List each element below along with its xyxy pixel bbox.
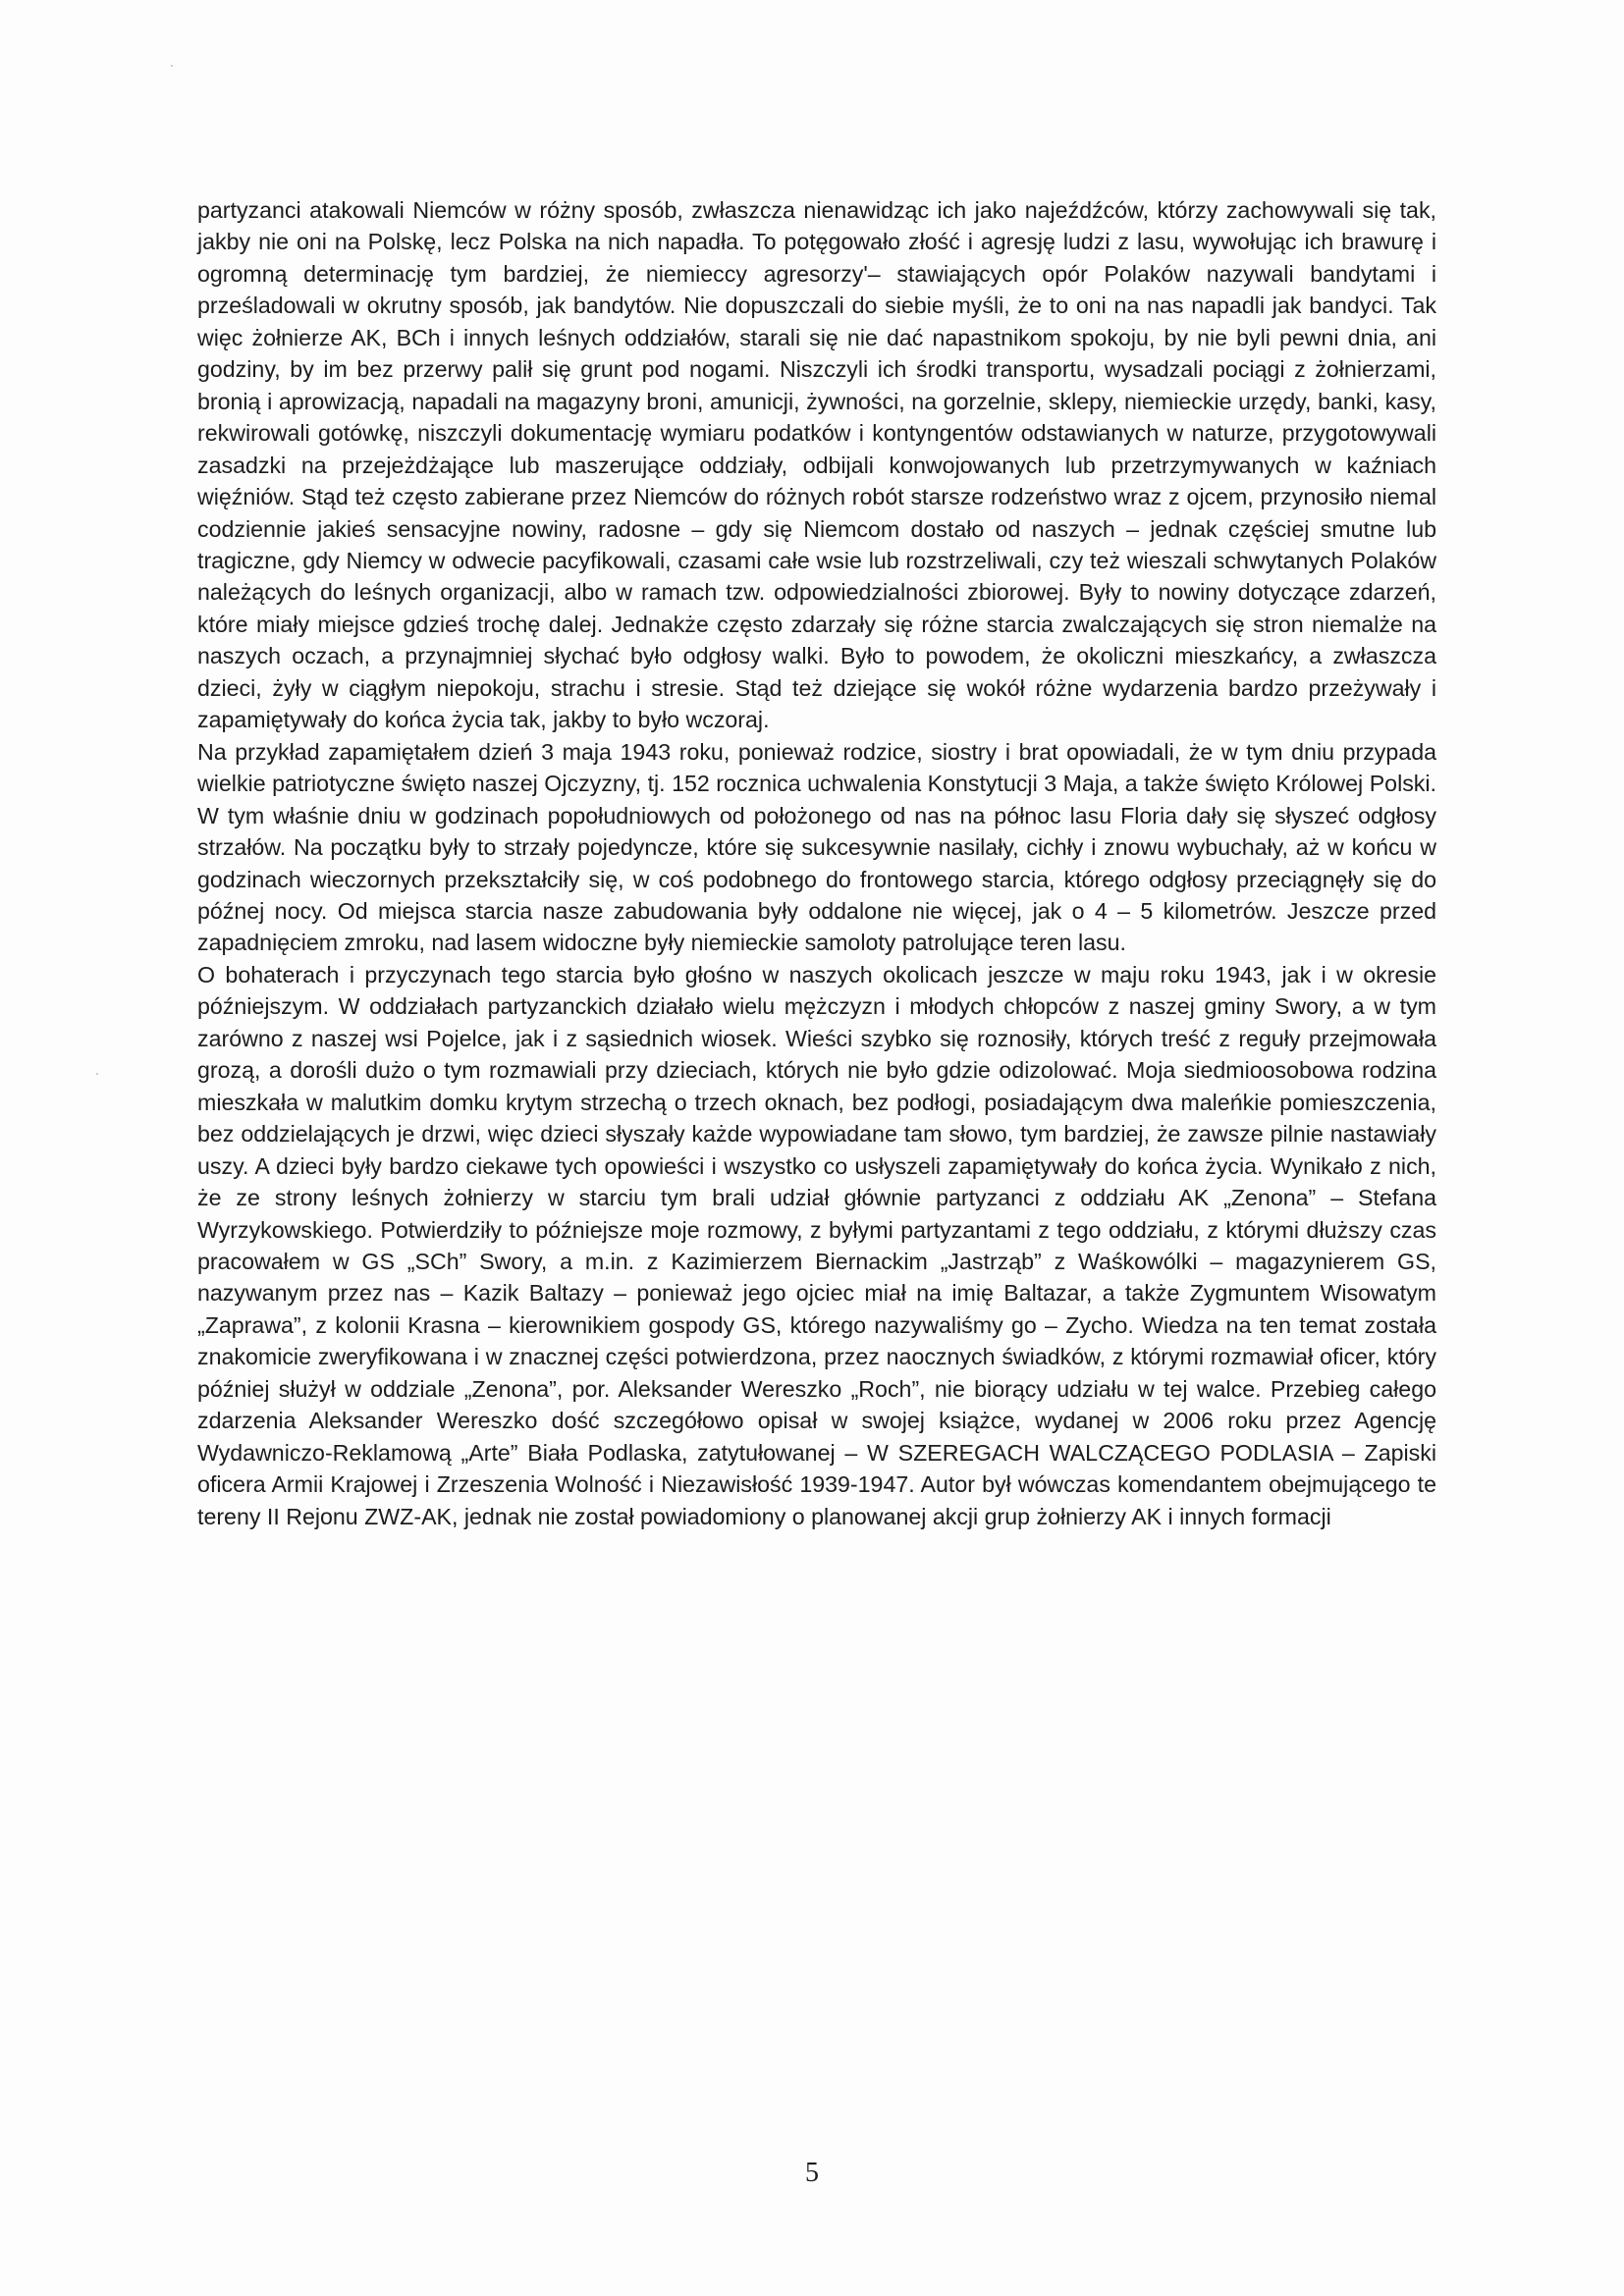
scan-speck — [96, 1073, 98, 1075]
page-number: 5 — [805, 2158, 819, 2188]
paragraph-3: O bohaterach i przyczynach tego starcia było głośno w naszych okolicach jeszcze w maju roku 1943, jak i w okresie późniejszym. W oddziałach partyzanckich działało wielu mężczyzn i młodych chłopców z naszej gminy Swory, a w tym zarówno z naszej wsi Pojelce, jak i z sąsiednich wiosek. Wieści szybko się roznosiły, których treść z reguły przejmowała grozą, a dorośli dużo o tym rozmawiali przy dzieciach, których nie było gdzie odizolować. Moja siedmioosobowa rodzina mieszkała w malutkim domku krytym strzechą o trzech oknach, bez podłogi, posiadającym dwa maleńkie pomieszczenia, bez oddzielających je drzwi, więc dzieci słyszały każde wypowiadane tam słowo, tym bardziej, że zawsze pilnie nastawiały uszy. A dzieci były bardzo ciekawe tych opowieści i wszystko co usłyszeli zapamiętywały do końca życia. Wynikało z nich, że ze strony leśnych żołnierzy w starciu tym brali udział głównie partyzanci z oddziału AK „Zenona” – Stefana Wyrzykowskiego. Potwierdziły to późniejsze moje rozmowy, z byłymi partyzantami z tego oddziału, z którymi dłuższy czas pracowałem w GS „SCh” Swory, a m.in. z Kazimierzem Biernackim „Jastrząb” z Waśkowólki – magazynierem GS, nazywanym przez nas – Kazik Baltazy – ponieważ jego ojciec miał na imię Baltazar, a także Zygmuntem Wisowatym „Zaprawa”, z kolonii Krasna – kierownikiem gospody GS, którego nazywaliśmy go – Zycho. Wiedza na ten temat została znakomicie zweryfikowana i w znacznej części potwierdzona, przez naocznych świadków, z którymi rozmawiał oficer, który później służył w oddziale „Zenona”, por. Aleksander Wereszko „Roch”, nie biorący udziału w tej walce. Przebieg całego zdarzenia Aleksander Wereszko dość szczegółowo opisał w swojej książce, wydanej w 2006 roku przez Agencję Wydawniczo-Reklamową „Arte” Biała Podlaska, zatytułowanej – W SZEREGACH WALCZĄCEGO PODLASIA – Zapiski oficera Armii Krajowej i Zrzeszenia Wolność i Niezawisłość 1939-1947. Autor był wówczas komendantem obejmującego te tereny II Rejonu ZWZ-AK, jednak nie został powiadomiony o planowanej akcji grup żołnierzy AK i innych formacji — [197, 961, 1436, 1529]
paragraph-1: partyzanci atakowali Niemców w różny sposób, zwłaszcza nienawidząc ich jako najeźdźców, którzy zachowywali się tak, jakby nie oni na Polskę, lecz Polska na nich napadła. To potęgowało złość i agresję ludzi z lasu, wywołując ich brawurę i ogromną determinację tym bardziej, że niemieccy agresorzy'– stawiających opór Polaków nazywali bandytami i prześladowali w okrutny sposób, jak bandytów. Nie dopuszczali do siebie myśli, że to oni na nas napadli jak bandyci. Tak więc żołnierze AK, BCh i innych leśnych oddziałów, starali się nie dać napastnikom spokoju, by nie byli pewni dnia, ani godziny, by im bez przerwy palił się grunt pod nogami. Niszczyli ich środki transportu, wysadzali pociągi z żołnierzami, bronią i aprowizacją, napadali na magazyny broni, amunicji, żywności, na gorzelnie, sklepy, niemieckie urzędy, banki, kasy, rekwirowali gotówkę, niszczyli dokumentację wymiaru podatków i kontyngentów odstawianych w naturze, przygotowywali zasadzki na przejeżdżające lub maszerujące oddziały, odbijali konwojowanych lub przetrzymywanych w kaźniach więźniów. Stąd też często zabierane przez Niemców do różnych robót starsze rodzeństwo wraz z ojcem, przynosiło niemal codziennie jakieś sensacyjne nowiny, radosne – gdy się Niemcom dostało od naszych – jednak częściej smutne lub tragiczne, gdy Niemcy w odwecie pacyfikowali, czasami całe wsie lub rozstrzeliwali, czy też wieszali schwytanych Polaków należących do leśnych organizacji, albo w ramach tzw. odpowiedzialności zbiorowej. Były to nowiny dotyczące zdarzeń, które miały miejsce gdzieś trochę dalej. Jednakże często zdarzały się różne starcia zwalczających się stron niemalże na naszych oczach, a przynajmniej słychać było odgłosy walki. Było to powodem, że okoliczni mieszkańcy, a zwłaszcza dzieci, żyły w ciągłym niepokoju, strachu i stresie. Stąd też dziejące się wokół różne wydarzenia bardzo przeżywały i zapamiętywały do końca życia tak, jakby to było wczoraj. — [197, 197, 1436, 733]
scan-speck — [171, 65, 173, 67]
body-text — [197, 194, 1436, 1532]
paragraph-2: Na przykład zapamiętałem dzień 3 maja 1943 roku, ponieważ rodzice, siostry i brat opowiadali, że w tym dniu przypada wielkie patriotyczne święto naszej Ojczyzny, tj. 152 rocznica uchwalenia Konstytucji 3 Maja, a także święto Królowej Polski. W tym właśnie dniu w godzinach popołudniowych od położonego od nas na północ lasu Floria dały się słyszeć odgłosy strzałów. Na początku były to strzały pojedyncze, które się sukcesywnie nasilały, cichły i znowu wybuchały, aż w końcu w godzinach wieczornych przekształciły się, w coś podobnego do frontowego starcia, którego odgłosy przeciągnęły się do późnej nocy. Od miejsca starcia nasze zabudowania były oddalone nie więcej, jak o 4 – 5 kilometrów. Jeszcze przed zapadnięciem zmroku, nad lasem widoczne były niemieckie samoloty patrolujące teren lasu. — [197, 738, 1436, 956]
